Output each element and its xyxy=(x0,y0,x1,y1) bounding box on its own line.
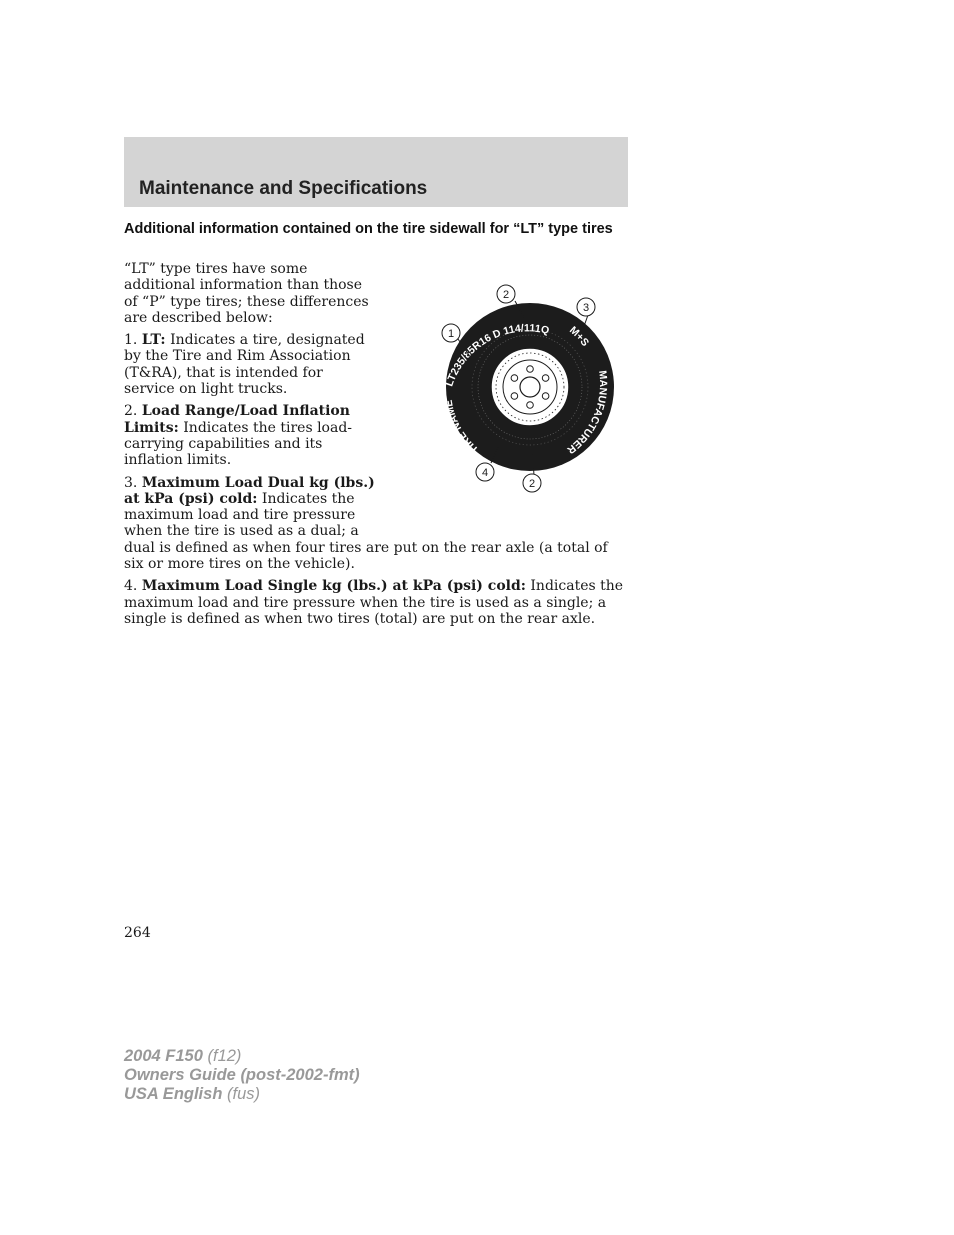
footer xyxy=(124,1047,360,1104)
wheel-hub xyxy=(520,377,540,397)
tire-name-label: TIRE NAME xyxy=(442,398,481,456)
footer-line-1: 2004 F150 (f12) xyxy=(124,1047,242,1065)
page-title: Maintenance and Specifications xyxy=(139,178,428,199)
list-item-1: 1. LT: Indicates a tire, designated by the Tire and Rim Association (T&RA), that is intended for service on light trucks. xyxy=(124,332,365,398)
list-item-4: 4. Maximum Load Single kg (lbs.) at kPa (psi) cold: Indicates the maximum load and tire pressure when the tire is used as a single; a single is defined as when two tires (total) are put on the rear axle. xyxy=(124,578,624,627)
manufacturer-label: MANUFACTURER xyxy=(564,369,610,456)
tire-illustration xyxy=(389,261,624,527)
callout-3: 3 xyxy=(582,302,590,314)
callout-2-top: 2 xyxy=(502,289,510,301)
tire-sidewall-figure xyxy=(389,261,624,527)
header-band xyxy=(124,137,628,207)
list-item-3: 3. Maximum Load Dual kg (lbs.) at kPa (psi) cold: Indicates the maximum load and tire pressure when the tire is used as a dual; a dual is defined as when four tires are put on the rear axle (a total of six or more tires on the vehicle). xyxy=(124,474,608,573)
page-number: 264 xyxy=(124,925,151,941)
footer-line-3: USA English (fus) xyxy=(124,1085,260,1103)
callout-1: 1 xyxy=(447,328,455,340)
callout-4: 4 xyxy=(481,467,489,479)
callout-2-bottom: 2 xyxy=(528,478,536,490)
list-item-2: 2. Load Range/Load Inflation Limits: Indicates the tires load-carrying capabilities and its inflation limits. xyxy=(124,403,353,469)
section-heading: Additional information contained on the tire sidewall for “LT” type tires xyxy=(124,221,613,237)
body-text xyxy=(124,261,624,633)
footer-line-2: Owners Guide (post-2002-fmt) xyxy=(124,1066,360,1084)
tire-size-label: LT235/85R16 D 114/111Q xyxy=(443,322,551,389)
ms-label: M+S xyxy=(567,324,592,349)
intro-paragraph: “LT” type tires have some additional information than those of “P” type tires; these differences are described below: xyxy=(124,261,369,326)
